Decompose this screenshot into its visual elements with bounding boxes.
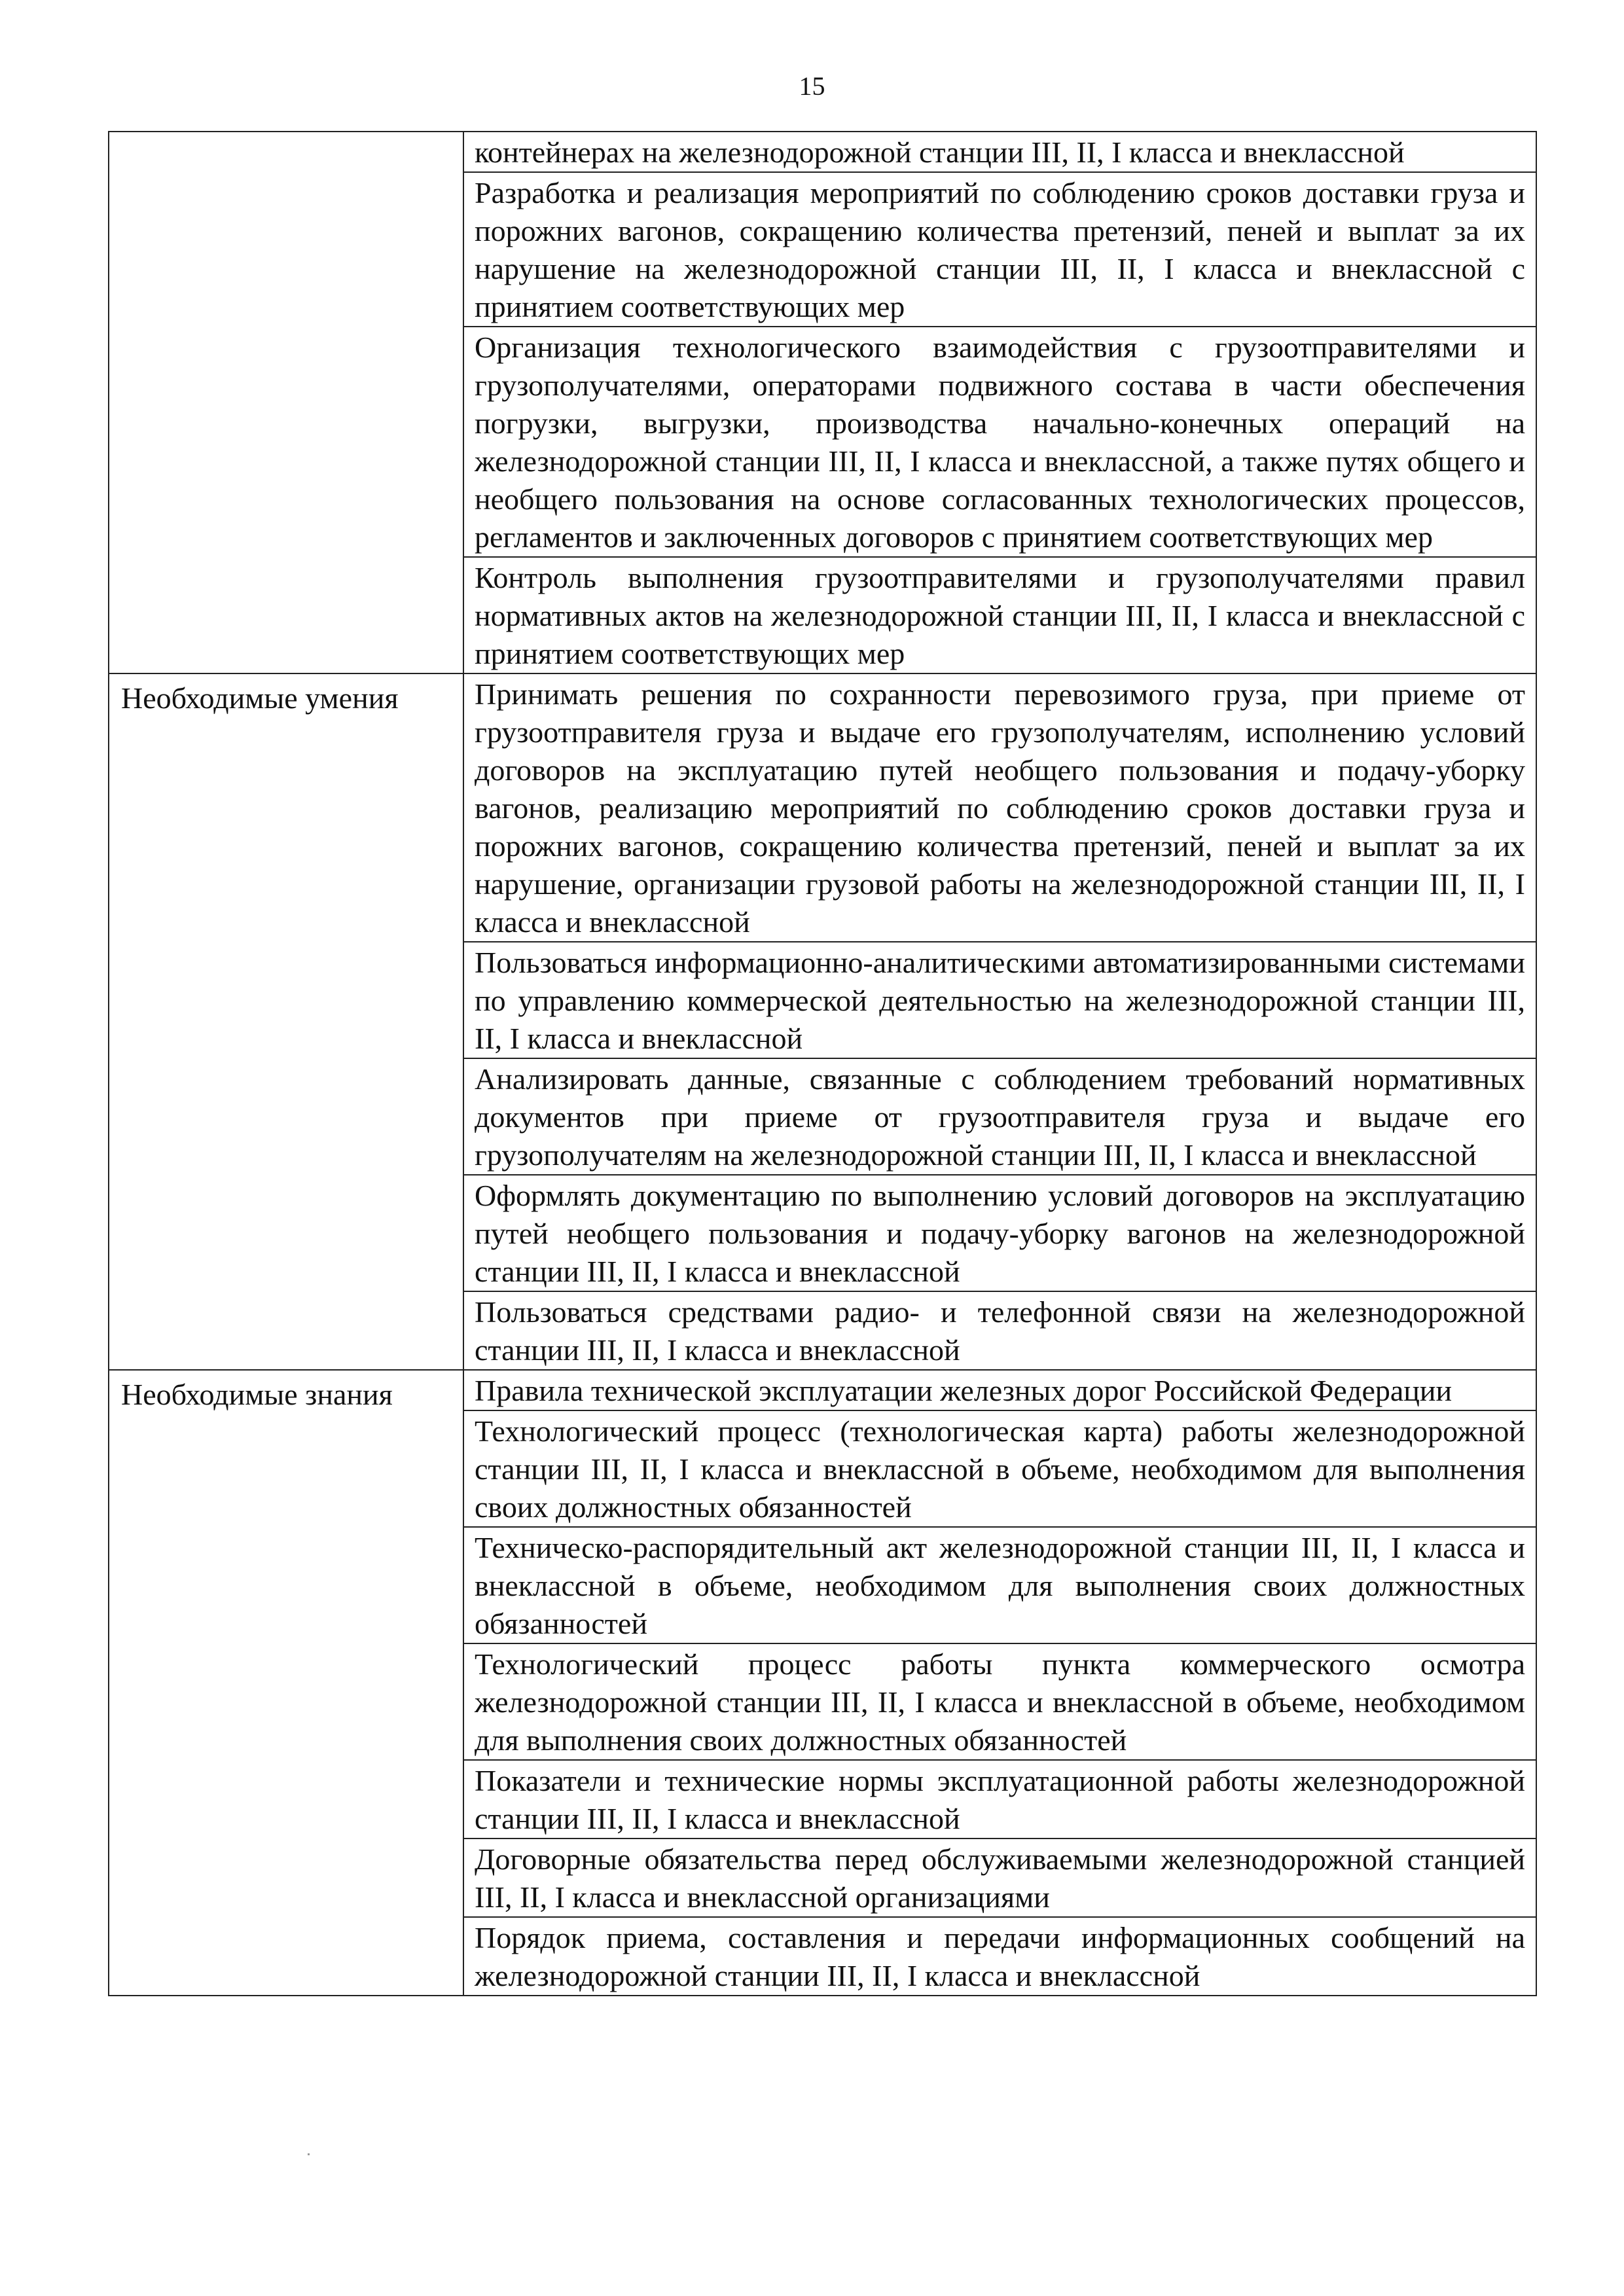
cell-text: Технологический процесс (технологическая карта) работы железнодорожной станции III, II, I класса и внеклассной в объеме, необходимом для выполнения своих должностных обязанностей <box>475 1414 1525 1524</box>
cell-text: Пользоваться средствами радио- и телефонной связи на железнодорожной станции III, II, I класса и внеклассной <box>475 1295 1525 1367</box>
cell-text: Разработка и реализация мероприятий по соблюдению сроков доставки груза и порожних вагонов, сокращению количества претензий, пеней и выплат за их нарушение на железнодорожной станции III, II, I класса и внеклассной с принятием соответствующих мер <box>475 176 1525 323</box>
cell-text: Техническо-распорядительный акт железнодорожной станции III, II, I класса и внеклассной в объеме, необходимом для выполнения своих должностных обязанностей <box>475 1531 1525 1640</box>
page-number: 15 <box>799 71 825 101</box>
row-label-knowledge: Необходимые знания <box>109 1370 463 1996</box>
table-cell <box>463 1291 1536 1370</box>
cell-text: Анализировать данные, связанные с соблюдением требований нормативных документов при приеме от грузоотправителя груза и выдаче его грузополучателям на железнодорожной станции III, II, I класса и внеклассной <box>475 1062 1525 1172</box>
table-cell <box>463 1410 1536 1527</box>
table-cell <box>463 1527 1536 1643</box>
table-cell <box>463 1058 1536 1175</box>
table-cell <box>463 1643 1536 1760</box>
table-row <box>109 132 1536 172</box>
cell-text: Порядок приема, составления и передачи информационных сообщений на железнодорожной станции III, II, I класса и внеклассной <box>475 1921 1525 1992</box>
competency-table <box>108 131 1537 1996</box>
table-row <box>109 1370 1536 1410</box>
cell-text: Технологический процесс работы пункта коммерческого осмотра железнодорожной станции III, II, I класса и внеклассной в объеме, необходимом для выполнения своих должностных обязанностей <box>475 1647 1525 1757</box>
table-cell <box>463 1760 1536 1839</box>
cell-text: Организация технологического взаимодействия с грузоотправителями и грузополучателями, операторами подвижного состава в части обеспечения погрузки, выгрузки, производства начально-конечных операций на железнодорожной станции III, II, I класса и внеклассной, а также путях общего и необщего пользования на основе согласованных технологических процессов, регламентов и заключенных договоров с принятием соответствующих мер <box>475 331 1525 554</box>
row-label-skills: Необходимые умения <box>109 673 463 1370</box>
table-cell <box>463 673 1536 942</box>
cell-text: Договорные обязательства перед обслуживаемыми железнодорожной станцией III, II, I класса и внеклассной организациями <box>475 1842 1525 1914</box>
table-cell <box>463 327 1536 557</box>
table-cell <box>463 132 1536 172</box>
cell-text: Принимать решения по сохранности перевозимого груза, при приеме от грузоотправителя груза и выдаче его грузополучателям, исполнению условий договоров на эксплуатацию путей необщего пользования и подачу-уборку вагонов, реализацию мероприятий по соблюдению сроков доставки груза и порожних вагонов, сокращению количества претензий, пеней и выплат за их нарушение, организации грузовой работы на железнодорожной станции III, II, I класса и внеклассной <box>475 677 1525 939</box>
cell-text: Контроль выполнения грузоотправителями и грузополучателями правил нормативных актов на железнодорожной станции III, II, I класса и внеклассной с принятием соответствующих мер <box>475 561 1525 670</box>
cell-text: Пользоваться информационно-аналитическими автоматизированными системами по управлению коммерческой деятельностью на железнодорожной станции III, II, I класса и внеклассной <box>475 946 1525 1055</box>
table-cell <box>463 1839 1536 1917</box>
table-cell <box>463 172 1536 327</box>
table-cell <box>463 1917 1536 1996</box>
table-cell <box>463 942 1536 1058</box>
row-label-continued <box>109 132 463 673</box>
cell-text: Правила технической эксплуатации железных дорог Российской Федерации <box>475 1374 1453 1407</box>
table-cell <box>463 1175 1536 1291</box>
cell-text: контейнерах на железнодорожной станции III, II, I класса и внеклассной <box>475 135 1405 169</box>
table-cell <box>463 557 1536 673</box>
table-cell <box>463 1370 1536 1410</box>
cell-text: Оформлять документацию по выполнению условий договоров на эксплуатацию путей необщего пользования и подачу-уборку вагонов на железнодорожной станции III, II, I класса и внеклассной <box>475 1179 1525 1288</box>
table-row <box>109 673 1536 942</box>
scan-artifact <box>308 2153 310 2155</box>
cell-text: Показатели и технические нормы эксплуатационной работы железнодорожной станции III, II, I класса и внеклассной <box>475 1764 1525 1835</box>
